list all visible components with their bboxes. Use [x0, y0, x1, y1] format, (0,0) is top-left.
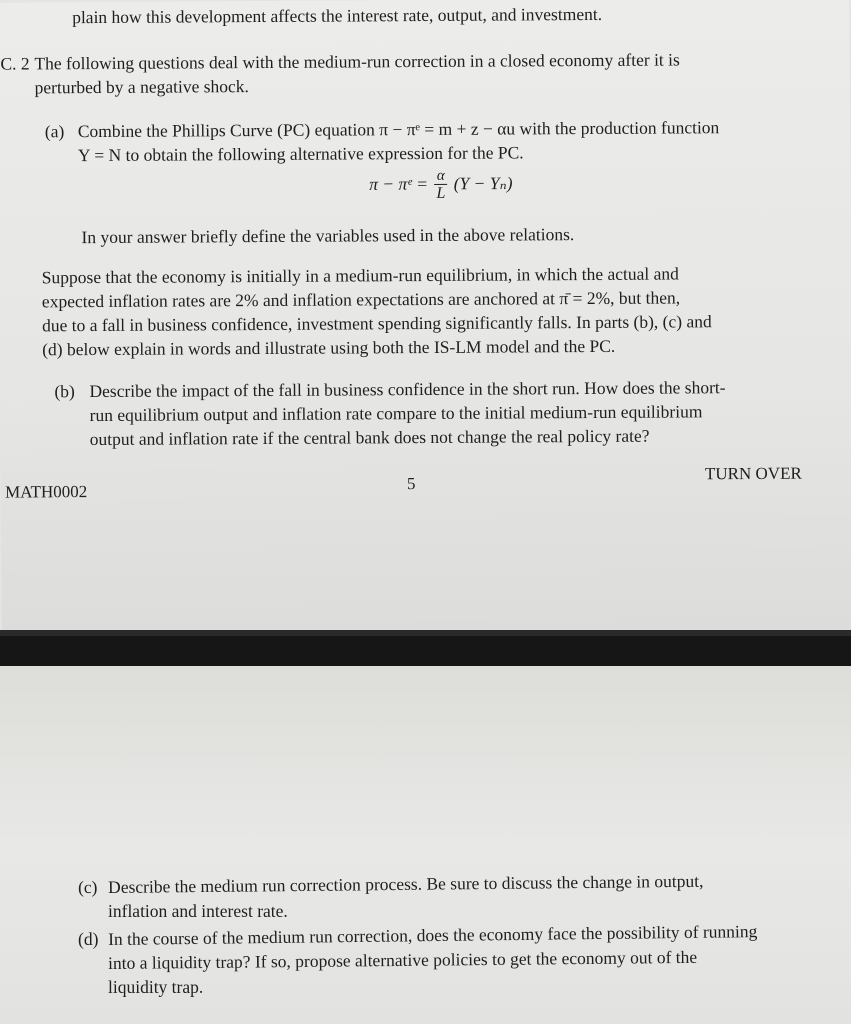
- part-d-line3: liquidity trap.: [108, 977, 204, 997]
- formula-left: π − πᵉ =: [369, 173, 429, 194]
- turn-over-label: TURN OVER: [704, 463, 802, 484]
- part-c-line2: inflation and interest rate.: [108, 901, 288, 921]
- scenario-line2: expected inflation rates are 2% and inflation expectations are anchored at π̄ = 2%, but then,: [41, 287, 681, 312]
- pc-formula: [369, 167, 513, 203]
- part-b-line1: Describe the impact of the fall in business confidence in the short run. How does the short-: [89, 377, 726, 402]
- scenario-line3: due to a fall in business confidence, investment spending significantly falls. In parts (b), (c) and: [41, 311, 712, 336]
- part-a-label: (a): [44, 121, 65, 142]
- part-b-label: (b): [54, 381, 75, 402]
- part-d-line1: In the course of the medium run correction, does the economy face the possibility of running: [108, 921, 758, 949]
- question-number: C. 2: [0, 53, 30, 74]
- scenario-line4: (d) below explain in words and illustrate using both the IS-LM model and the PC.: [42, 335, 616, 360]
- part-b-line3: output and inflation rate if the central bank does not change the real policy rate?: [89, 425, 650, 450]
- part-a-line1: Combine the Phillips Curve (PC) equation π − πᵉ = m + z − αu with the production function: [77, 117, 720, 142]
- part-c-label: (c): [77, 876, 98, 898]
- formula-fraction: [434, 168, 447, 203]
- part-b-line2: run equilibrium output and inflation rate compare to the initial medium-run equilibrium: [89, 401, 703, 426]
- intro-line: plain how this development affects the interest rate, output, and investment.: [72, 3, 603, 28]
- part-a-line3: In your answer briefly define the variables used in the above relations.: [81, 224, 575, 248]
- course-code: MATH0002: [4, 482, 88, 502]
- question-text-line1: The following questions deal with the medium-run correction in a closed economy after it is: [34, 49, 680, 74]
- formula-right: (Y − Yₙ): [453, 172, 513, 194]
- page-gap-divider: [0, 636, 851, 666]
- part-c-line1: Describe the medium run correction process. Be sure to discuss the change in output,: [108, 870, 704, 897]
- exam-page-bottom: [0, 666, 851, 1024]
- part-a-line2: Y = N to obtain the following alternative expression for the PC.: [77, 142, 524, 166]
- part-d-label: (d): [78, 929, 99, 949]
- formula-denominator: L: [434, 184, 447, 203]
- scenario-line1: Suppose that the economy is initially in a medium-run equilibrium, in which the actual and: [41, 263, 679, 288]
- page-number: 5: [406, 474, 416, 494]
- formula-numerator: α: [436, 167, 445, 184]
- question-text-line2: perturbed by a negative shock.: [34, 76, 249, 98]
- part-d-line2: into a liquidity trap? If so, propose alternative policies to get the economy out of the: [108, 946, 698, 973]
